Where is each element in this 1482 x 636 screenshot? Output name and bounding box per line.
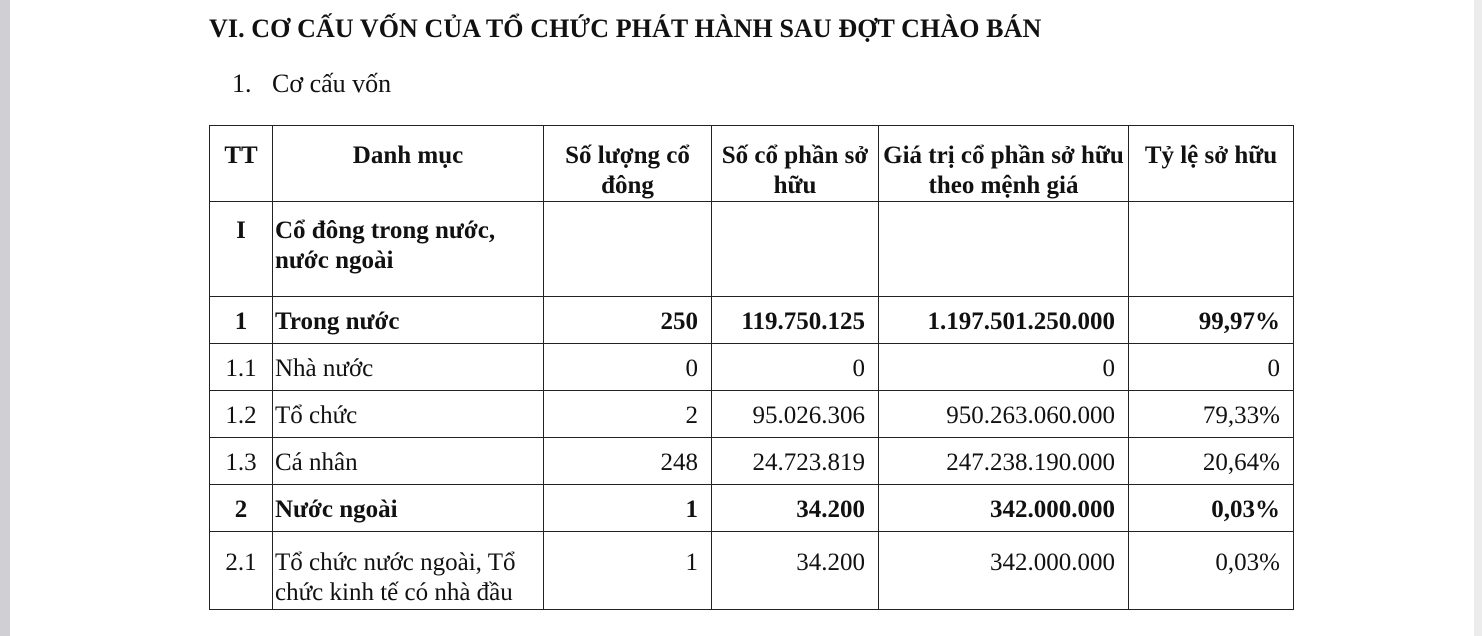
cell-ratio: 0 <box>1129 344 1294 391</box>
cell-shares <box>712 202 879 297</box>
table-row <box>210 344 1294 391</box>
cell-tt: 2 <box>210 485 273 532</box>
header-tt: TT <box>210 126 273 202</box>
cell-category: Cổ đông trong nước, nước ngoài <box>273 202 544 297</box>
cell-category: Tổ chức nước ngoài, Tổ chức kinh tế có nhà đầu <box>273 532 544 610</box>
cell-ratio <box>1129 202 1294 297</box>
cell-ratio: 79,33% <box>1129 391 1294 438</box>
cell-holders: 0 <box>544 344 712 391</box>
cell-category: Cá nhân <box>273 438 544 485</box>
cell-category: Trong nước <box>273 297 544 344</box>
table-row <box>210 202 1294 297</box>
cell-tt: 1 <box>210 297 273 344</box>
cell-ratio: 20,64% <box>1129 438 1294 485</box>
cell-value: 247.238.190.000 <box>879 438 1129 485</box>
cell-tt: 1.2 <box>210 391 273 438</box>
table-row <box>210 438 1294 485</box>
cell-value: 342.000.000 <box>879 532 1129 610</box>
cell-holders: 2 <box>544 391 712 438</box>
cell-holders: 1 <box>544 485 712 532</box>
header-value: Giá trị cổ phần sở hữu theo mệnh giá <box>879 126 1129 202</box>
header-ratio: Tỷ lệ sở hữu <box>1129 126 1294 202</box>
subsection-heading <box>232 69 391 99</box>
cell-holders: 248 <box>544 438 712 485</box>
header-shares: Số cổ phần sở hữu <box>712 126 879 202</box>
cell-value: 950.263.060.000 <box>879 391 1129 438</box>
viewer-right-edge <box>1474 0 1482 636</box>
viewer-left-edge <box>0 0 10 636</box>
cell-tt: 1.3 <box>210 438 273 485</box>
cell-shares: 95.026.306 <box>712 391 879 438</box>
table-row <box>210 297 1294 344</box>
cell-tt: 2.1 <box>210 532 273 610</box>
cell-category: Nước ngoài <box>273 485 544 532</box>
header-holders: Số lượng cổ đông <box>544 126 712 202</box>
capital-structure-table <box>209 125 1294 610</box>
cell-category: Tổ chức <box>273 391 544 438</box>
cell-holders: 1 <box>544 532 712 610</box>
section-heading: VI. CƠ CẤU VỐN CỦA TỔ CHỨC PHÁT HÀNH SAU ĐỢT CHÀO BÁN <box>209 14 1042 43</box>
table-header-row <box>210 126 1294 202</box>
table-row <box>210 485 1294 532</box>
table-row <box>210 391 1294 438</box>
cell-shares: 0 <box>712 344 879 391</box>
header-category: Danh mục <box>273 126 544 202</box>
cell-ratio: 0,03% <box>1129 532 1294 610</box>
table-row <box>210 532 1294 610</box>
cell-holders: 250 <box>544 297 712 344</box>
cell-value: 1.197.501.250.000 <box>879 297 1129 344</box>
cell-shares: 34.200 <box>712 532 879 610</box>
cell-shares: 24.723.819 <box>712 438 879 485</box>
cell-shares: 119.750.125 <box>712 297 879 344</box>
cell-tt: 1.1 <box>210 344 273 391</box>
subsection-title: Cơ cấu vốn <box>272 69 392 98</box>
subsection-number: 1. <box>232 69 252 98</box>
cell-holders <box>544 202 712 297</box>
cell-value <box>879 202 1129 297</box>
cell-ratio: 99,97% <box>1129 297 1294 344</box>
cell-tt: I <box>210 202 273 297</box>
cell-value: 0 <box>879 344 1129 391</box>
cell-ratio: 0,03% <box>1129 485 1294 532</box>
cell-category: Nhà nước <box>273 344 544 391</box>
cell-value: 342.000.000 <box>879 485 1129 532</box>
cell-shares: 34.200 <box>712 485 879 532</box>
